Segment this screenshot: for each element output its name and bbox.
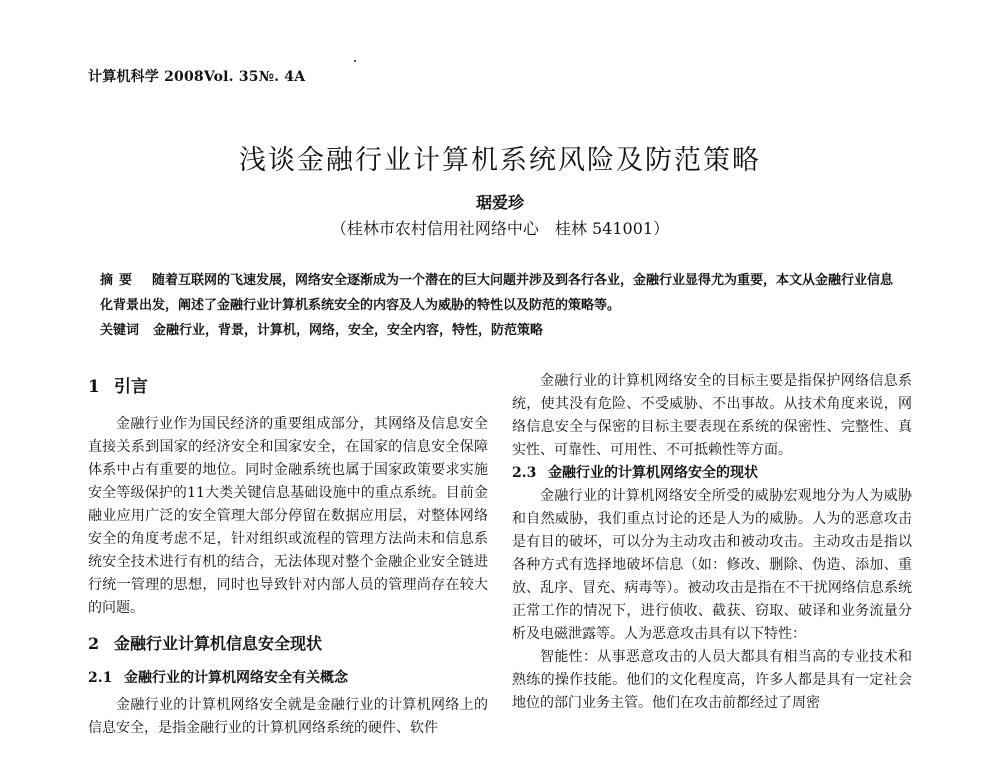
section-number: 1 — [88, 377, 100, 397]
left-column — [88, 376, 488, 740]
subsection-number: 2.3 — [512, 465, 537, 481]
subsection-heading-2-1 — [88, 667, 488, 690]
author-name: 琚爱珍 — [475, 193, 524, 212]
keywords — [100, 318, 900, 343]
author-affiliation: （桂林市农村信用社网络中心 桂林 541001） — [330, 219, 670, 238]
section-heading-2 — [88, 632, 488, 655]
abstract-text: 随着互联网的飞速发展，网络安全逐渐成为一个潜在的巨大问题并涉及到各行各业，金融行业显得尤为重要，本文从金融行业信息化背景出发，阐述了金融行业计算机系统安全的内容及人为威胁的特性以及防范的策略等。 — [100, 273, 894, 313]
keywords-label: 关键词 — [100, 323, 140, 338]
paragraph: 金融行业的计算机网络安全就是金融行业的计算机网络上的信息安全，是指金融行业的计算机网络系统的硬件、软件 — [88, 697, 488, 736]
section-title: 引言 — [114, 377, 148, 397]
paragraph: 智能性：从事恶意攻击的人员大都具有相当高的专业技术和熟练的操作技能。他们的文化程度高，许多人都是具有一定社会地位的部门业务主管。他们在攻击前都经过了周密 — [512, 649, 912, 711]
abstract — [100, 268, 900, 318]
paragraph: 金融行业的计算机网络安全所受的威胁宏观地分为人为威胁和自然威胁，我们重点讨论的还是人为的威胁。人为的恶意攻击是有目的破坏，可以分为主动攻击和被动攻击。主动攻击是指以各种方式有选择地破坏信息（如：修改、删除、伪造、添加、重放、乱序、冒充、病毒等）。被动攻击是指在不干扰网络信息系统正常工作的情况下，进行侦收、截获、窃取、破译和业务流量分析及电磁泄露等。人为恶意攻击具有以下特性： — [512, 488, 912, 642]
subsection-heading-2-3 — [512, 462, 912, 485]
section-title: 金融行业计算机信息安全现状 — [114, 634, 323, 653]
section-number: 2 — [88, 634, 100, 653]
subsection-title: 金融行业的计算机网络安全的现状 — [548, 465, 758, 481]
scan-speck — [354, 60, 356, 62]
journal-header: 计算机科学 2008Vol. 35№. 4A — [88, 69, 306, 85]
subsection-title: 金融行业的计算机网络安全有关概念 — [124, 670, 348, 686]
paragraph: 金融行业的计算机网络安全的目标主要是指保护网络信息系统，使其没有危险、不受威胁、不出事故。从技术角度来说，网络信息安全与保密的目标主要表现在系统的保密性、完整性、真实性、可靠性、可用性、不可抵赖性等方面。 — [512, 373, 912, 458]
subsection-number: 2.1 — [88, 670, 113, 686]
paragraph: 金融行业作为国民经济的重要组成部分，其网络及信息安全直接关系到国家的经济安全和国家安全，在国家的信息安全保障体系中占有重要的地位。同时金融系统也属于国家政策要求实施安全等级保护的11大类关键信息基础设施中的重点系统。目前金融业应用广泛的安全管理大部分停留在数据应用层，对整体网络安全的角度考虑不足，针对组织或流程的管理方法尚未和信息系统安全技术进行有机的结合，无法体现对整个金融企业安全链进行统一管理的思想，同时也导致针对内部人员的管理尚存在较大的问题。 — [88, 416, 488, 616]
keywords-text: 金融行业，背景，计算机，网络，安全，安全内容，特性，防范策略 — [153, 323, 544, 338]
section-heading-1 — [88, 376, 488, 399]
abstract-label: 摘要 — [100, 273, 139, 288]
paper-title: 浅谈金融行业计算机系统风险及防范策略 — [239, 145, 761, 176]
right-column — [512, 370, 912, 715]
